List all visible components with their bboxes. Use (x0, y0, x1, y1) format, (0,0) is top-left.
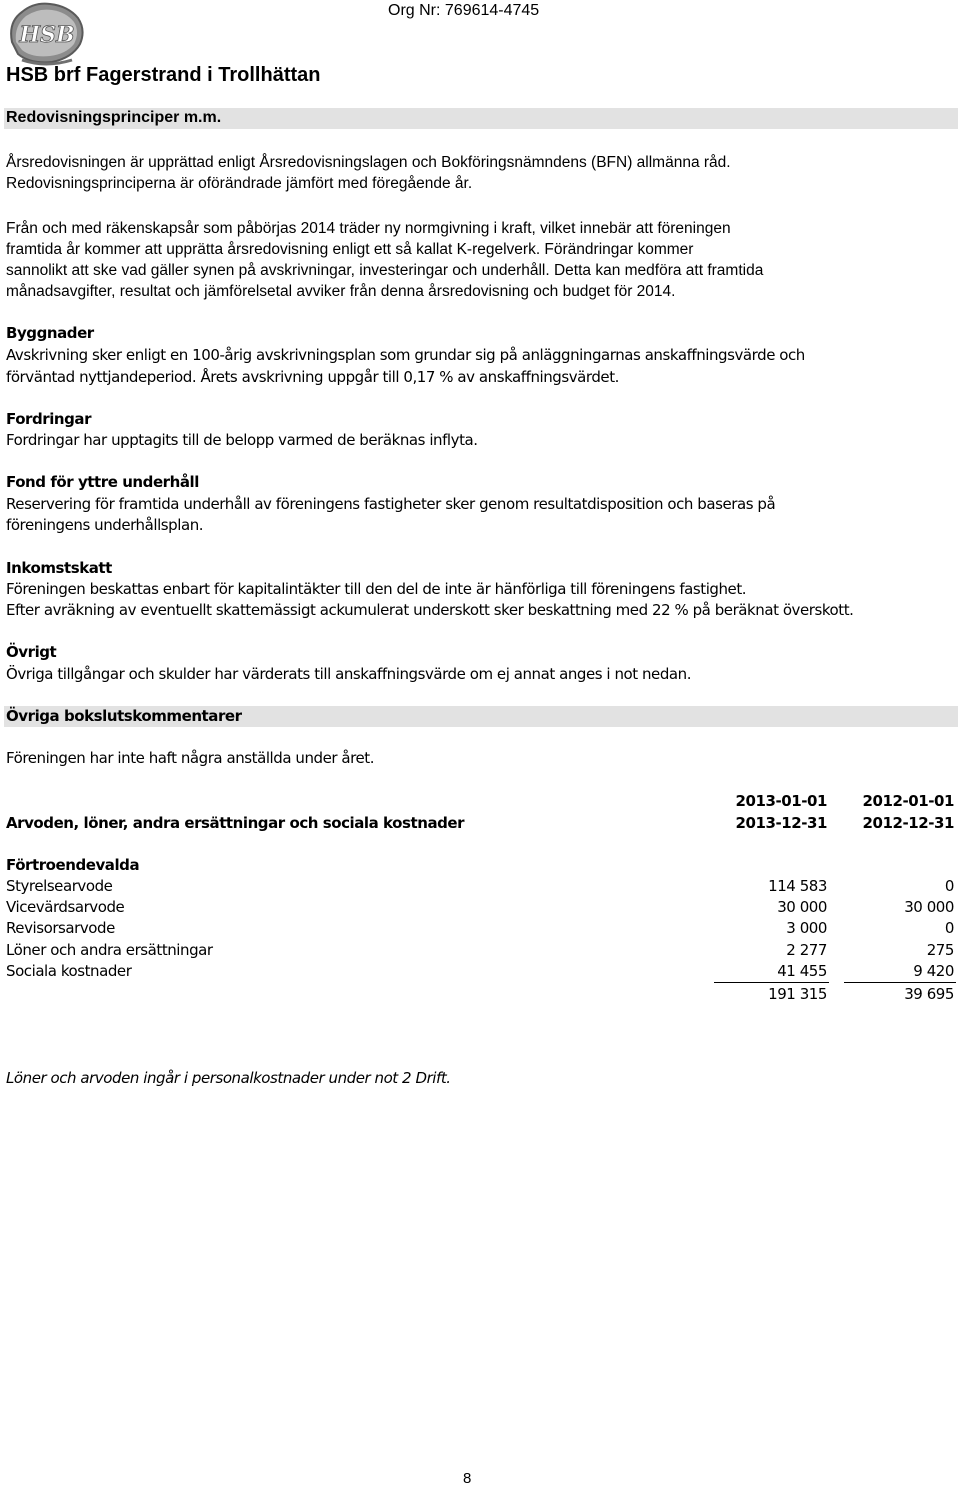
table-row-label: Vicevärdsarvode (6, 898, 125, 916)
section-text: förväntad nyttjandeperiod. Årets avskrivning uppgår till 0,17 % av anskaffningsvärdet. (6, 368, 619, 386)
table-cell-2013: 2 277 (786, 941, 827, 959)
section-text: Avskrivning sker enligt en 100-årig avskrivningsplan som grundar sig på anläggningarnas anskaffningsvärde och (6, 346, 805, 364)
table-cell-2013: 3 000 (786, 919, 827, 937)
section-text: Fordringar har upptagits till de belopp varmed de beräknas inflyta. (6, 431, 478, 449)
table-cell-2013: 41 455 (777, 962, 827, 980)
section-text: föreningens underhållsplan. (6, 516, 204, 534)
employees-statement: Föreningen har inte haft några anställda under året. (6, 749, 375, 767)
section-text: Efter avräkning av eventuellt skattemässigt ackumulerat underskott sker beskattning med 22 % på beräknat överskott. (6, 601, 854, 619)
col-2013-to: 2013-12-31 (735, 814, 827, 832)
hsb-logo (6, 2, 88, 68)
section-heading: Övrigt (6, 643, 57, 661)
section-heading: Fond för yttre underhåll (6, 473, 199, 491)
sum-line-2013 (714, 982, 829, 983)
principles-text-line: sannolikt att ske vad gäller synen på avskrivningar, investeringar och underhåll. Detta kan medföra att framtida (6, 262, 764, 279)
principles-text-line: framtida år kommer att upprätta årsredovisning enligt ett så kallat K-regelverk. Förändringar kommer (6, 241, 694, 258)
principles-title: Redovisningsprinciper m.m. (6, 109, 222, 126)
section-text: Föreningen beskattas enbart för kapitalintäkter till den del de inte är hänförliga till föreningens fastighet. (6, 580, 747, 598)
page-number: 8 (463, 1470, 472, 1487)
col-2012-from: 2012-01-01 (862, 792, 954, 810)
total-2013: 191 315 (768, 985, 827, 1003)
principles-text-line: Redovisningsprinciperna är oförändrade jämfört med föregående år. (6, 175, 473, 192)
table-cell-2013: 114 583 (768, 877, 827, 895)
section-text: Övriga tillgångar och skulder har värderats till anskaffningsvärde om ej annat anges i not nedan. (6, 665, 692, 683)
col-2012-to: 2012-12-31 (862, 814, 954, 832)
total-2012: 39 695 (904, 985, 954, 1003)
sum-line-2012 (844, 982, 956, 983)
closing-title: Övriga bokslutskommentarer (6, 707, 242, 725)
company-name: HSB brf Fagerstrand i Trollhättan (6, 64, 321, 86)
section-heading: Fordringar (6, 410, 92, 428)
table-cell-2012: 9 420 (913, 962, 954, 980)
table-cell-2012: 30 000 (904, 898, 954, 916)
table-cell-2012: 0 (944, 919, 954, 937)
org-number: Org Nr: 769614-4745 (388, 2, 540, 19)
table-cell-2013: 30 000 (777, 898, 827, 916)
table-cell-2012: 0 (944, 877, 954, 895)
principles-text-line: Från och med räkenskapsår som påbörjas 2014 träder ny normgivning i kraft, vilket innebär att föreningen (6, 220, 731, 237)
table-row-label: Revisorsarvode (6, 919, 115, 937)
table-row-label: Löner och andra ersättningar (6, 941, 213, 959)
table-title: Arvoden, löner, andra ersättningar och sociala kostnader (6, 814, 465, 832)
section-heading: Inkomstskatt (6, 559, 112, 577)
section-heading: Byggnader (6, 324, 94, 342)
table-row-label: Styrelsearvode (6, 877, 113, 895)
table-cell-2012: 275 (926, 941, 954, 959)
footnote: Löner och arvoden ingår i personalkostnader under not 2 Drift. (6, 1069, 451, 1087)
section-text: Reservering för framtida underhåll av föreningens fastigheter sker genom resultatdisposition och baseras på (6, 495, 776, 513)
principles-text-line: Årsredovisningen är upprättad enligt Årsredovisningslagen och Bokföringsnämndens (BFN) allmänna råd. (6, 154, 731, 171)
col-2013-from: 2013-01-01 (735, 792, 827, 810)
table-row-label: Sociala kostnader (6, 962, 132, 980)
principles-text-line: månadsavgifter, resultat och jämförelsetal avviker från denna årsredovisning och budget för 2014. (6, 283, 676, 300)
logo-text: HSB (19, 22, 75, 48)
group-heading: Förtroendevalda (6, 856, 140, 874)
